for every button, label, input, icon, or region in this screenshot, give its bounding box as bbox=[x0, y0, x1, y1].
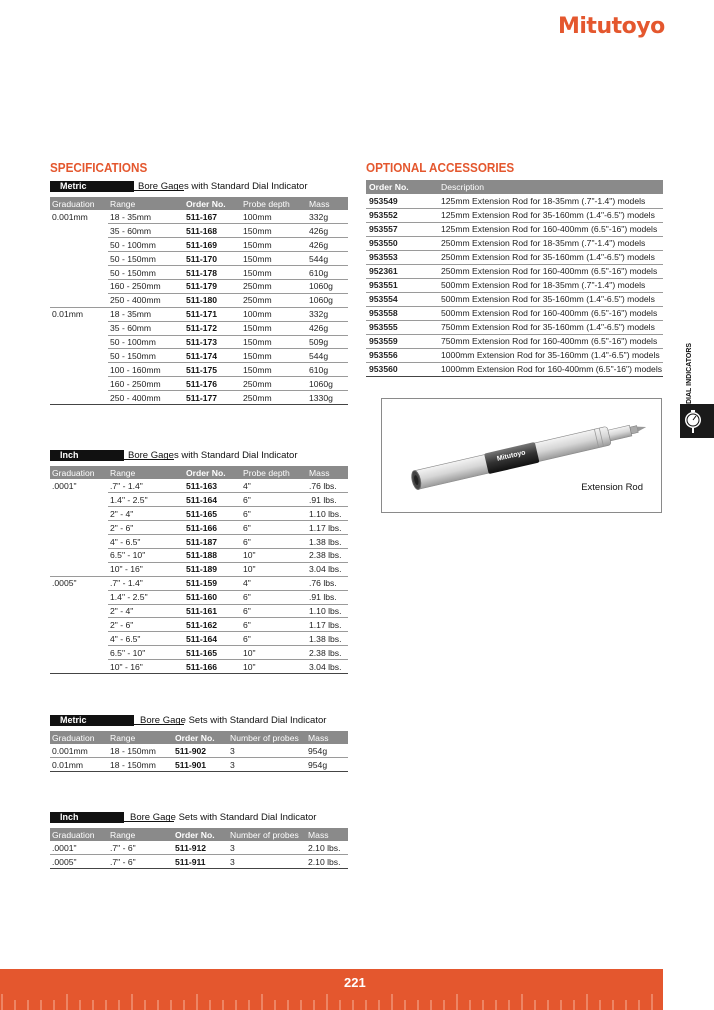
table-cell: 511-177 bbox=[184, 391, 241, 405]
table-cell bbox=[50, 321, 108, 335]
table-row bbox=[50, 604, 348, 618]
description-cell: 125mm Extension Rod for 160-400mm (6.5"-16") models bbox=[438, 222, 663, 236]
table-cell: 10" - 16" bbox=[108, 562, 184, 576]
table-cell: 0.01mm bbox=[50, 758, 108, 772]
order-number-cell: 953559 bbox=[366, 334, 438, 348]
table-cell bbox=[50, 646, 108, 660]
table-row bbox=[50, 576, 348, 590]
page-footer bbox=[0, 969, 663, 1010]
table-cell: 511-911 bbox=[173, 855, 228, 869]
metric-gage-sets-section bbox=[50, 715, 348, 772]
table-cell bbox=[50, 363, 108, 377]
table-cell bbox=[50, 252, 108, 266]
table-cell: 10" bbox=[241, 646, 307, 660]
table-cell: 3 bbox=[228, 855, 306, 869]
table-cell bbox=[50, 590, 108, 604]
table-cell bbox=[50, 335, 108, 349]
table-row bbox=[50, 293, 348, 307]
table-cell: 511-160 bbox=[184, 590, 241, 604]
table-cell: .76 lbs. bbox=[307, 479, 348, 493]
metric-tag: Metric bbox=[50, 715, 134, 726]
table-cell: 511-165 bbox=[184, 507, 241, 521]
table-cell: 511-172 bbox=[184, 321, 241, 335]
accessory-row bbox=[366, 222, 663, 236]
table-cell: 1.10 lbs. bbox=[307, 604, 348, 618]
table-row bbox=[50, 279, 348, 293]
table-cell: 100mm bbox=[241, 307, 307, 321]
table-cell: 6.5" - 10" bbox=[108, 646, 184, 660]
table-cell: 6" bbox=[241, 590, 307, 604]
table-cell: 2.10 lbs. bbox=[306, 855, 348, 869]
table-cell: 3.04 lbs. bbox=[307, 562, 348, 576]
table-cell: 150mm bbox=[241, 238, 307, 252]
table-cell: 511-178 bbox=[184, 266, 241, 280]
table-cell: .0001" bbox=[52, 480, 77, 491]
description-cell: 500mm Extension Rod for 18-35mm (.7"-1.4") models bbox=[438, 278, 663, 292]
table-cell: 511-167 bbox=[184, 210, 241, 224]
inch-bore-gages-table bbox=[50, 466, 348, 674]
column-header: Order No. bbox=[366, 180, 438, 194]
table-cell: 3.04 lbs. bbox=[307, 660, 348, 674]
column-header: Order No. bbox=[184, 197, 241, 210]
table-row bbox=[50, 307, 348, 321]
rod-brand-label: Mitutoyo bbox=[496, 449, 527, 463]
table-cell: 511-164 bbox=[184, 493, 241, 507]
column-header: Order No. bbox=[173, 731, 228, 744]
photo-caption: Extension Rod bbox=[581, 482, 643, 493]
order-number-cell: 953557 bbox=[366, 222, 438, 236]
metric-bore-gages-table bbox=[50, 197, 348, 405]
accessories-heading: OPTIONAL ACCESSORIES bbox=[366, 160, 515, 175]
table-cell: 150mm bbox=[241, 266, 307, 280]
description-cell: 500mm Extension Rod for 35-160mm (1.4"-6.5") models bbox=[438, 292, 663, 306]
table-cell: 544g bbox=[307, 252, 348, 266]
extension-rod-photo-panel bbox=[381, 398, 662, 513]
table-cell: .0005" bbox=[50, 855, 108, 869]
inch-gage-sets-section bbox=[50, 812, 348, 869]
table-row bbox=[50, 210, 348, 224]
table-row bbox=[50, 335, 348, 349]
table-cell bbox=[50, 562, 108, 576]
table-cell: 511-912 bbox=[173, 841, 228, 855]
table-cell: 1.38 lbs. bbox=[307, 632, 348, 646]
table-cell: 50 - 100mm bbox=[108, 238, 184, 252]
table-cell: 18 - 150mm bbox=[108, 758, 173, 772]
table-cell: 1.4" - 2.5" bbox=[108, 493, 184, 507]
table-row bbox=[50, 855, 348, 869]
table-row bbox=[50, 646, 348, 660]
table-cell: .0005" bbox=[50, 576, 108, 590]
table-cell: 511-187 bbox=[184, 535, 241, 549]
table-cell bbox=[50, 507, 108, 521]
table-cell: .7" - 6" bbox=[108, 855, 173, 869]
table-cell: 511-902 bbox=[173, 744, 228, 758]
description-cell: 250mm Extension Rod for 18-35mm (.7"-1.4") models bbox=[438, 236, 663, 250]
table-row bbox=[50, 535, 348, 549]
column-header: Probe depth bbox=[241, 197, 307, 210]
table-cell: 6" bbox=[241, 535, 307, 549]
table-cell bbox=[50, 293, 108, 307]
accessory-row bbox=[366, 292, 663, 306]
table-cell: 1.17 lbs. bbox=[307, 521, 348, 535]
table-cell: 511-174 bbox=[184, 349, 241, 363]
table-cell: 3 bbox=[228, 841, 306, 855]
table-cell: 100mm bbox=[241, 210, 307, 224]
dial-indicator-section-icon bbox=[680, 404, 714, 438]
table-cell bbox=[50, 266, 108, 280]
table-cell: 6" bbox=[241, 521, 307, 535]
table-cell: 610g bbox=[307, 266, 348, 280]
column-header: Graduation bbox=[50, 466, 108, 479]
column-header: Graduation bbox=[50, 828, 108, 841]
specifications-heading: SPECIFICATIONS bbox=[50, 160, 148, 175]
table-cell: 2" - 6" bbox=[108, 521, 184, 535]
table-cell: 1330g bbox=[307, 391, 348, 405]
column-header: Description bbox=[438, 180, 663, 194]
order-number-cell: 953549 bbox=[366, 194, 438, 208]
table-cell: 3 bbox=[228, 744, 306, 758]
table-row bbox=[50, 479, 348, 493]
table-cell: 511-179 bbox=[184, 279, 241, 293]
table-cell: 6" bbox=[241, 604, 307, 618]
table-cell: 250 - 400mm bbox=[108, 293, 184, 307]
table-row bbox=[50, 252, 348, 266]
table-cell: 511-901 bbox=[173, 758, 228, 772]
section-title: Bore Gage Sets with Standard Dial Indicator bbox=[140, 715, 327, 726]
table-cell: 511-189 bbox=[184, 562, 241, 576]
table-cell: 100 - 160mm bbox=[108, 363, 184, 377]
table-cell: 10" - 16" bbox=[108, 660, 184, 674]
table-cell: 160 - 250mm bbox=[108, 377, 184, 391]
table-cell: .7" - 1.4" bbox=[108, 479, 184, 493]
table-cell: 511-166 bbox=[184, 660, 241, 674]
table-cell: 35 - 60mm bbox=[108, 321, 184, 335]
table-cell: 35 - 60mm bbox=[108, 224, 184, 238]
table-row bbox=[50, 548, 348, 562]
table-cell: 511-176 bbox=[184, 377, 241, 391]
dial-indicators-side-tab bbox=[680, 338, 714, 438]
table-cell: 1.10 lbs. bbox=[307, 507, 348, 521]
table-cell: 2" - 6" bbox=[108, 618, 184, 632]
table-cell: 4" bbox=[241, 479, 307, 493]
description-cell: 250mm Extension Rod for 160-400mm (6.5"-16") models bbox=[438, 264, 663, 278]
table-cell: 610g bbox=[307, 363, 348, 377]
column-header: Range bbox=[108, 466, 184, 479]
table-cell: .91 lbs. bbox=[307, 493, 348, 507]
description-cell: 125mm Extension Rod for 18-35mm (.7"-1.4") models bbox=[438, 194, 663, 208]
table-cell: 2.38 lbs. bbox=[307, 548, 348, 562]
table-cell: 511-166 bbox=[184, 521, 241, 535]
table-cell bbox=[50, 632, 108, 646]
column-header: Mass bbox=[307, 197, 348, 210]
order-number-cell: 953554 bbox=[366, 292, 438, 306]
page-number: 221 bbox=[344, 975, 366, 990]
section-title: Bore Gages with Standard Dial Indicator bbox=[128, 450, 298, 461]
table-cell: 150mm bbox=[241, 363, 307, 377]
table-cell: 509g bbox=[307, 335, 348, 349]
description-cell: 750mm Extension Rod for 160-400mm (6.5"-16") models bbox=[438, 334, 663, 348]
column-header: Mass bbox=[306, 828, 348, 841]
extension-rod-image bbox=[382, 399, 663, 514]
table-cell: 511-168 bbox=[184, 224, 241, 238]
table-cell: 426g bbox=[307, 238, 348, 252]
table-row bbox=[50, 744, 348, 758]
table-cell: 332g bbox=[307, 210, 348, 224]
column-header: Order No. bbox=[184, 466, 241, 479]
table-row bbox=[50, 660, 348, 674]
table-cell: 511-163 bbox=[184, 479, 241, 493]
table-cell: 1060g bbox=[307, 279, 348, 293]
table-cell: 511-170 bbox=[184, 252, 241, 266]
metric-gage-sets-table bbox=[50, 731, 348, 772]
column-header: Probe depth bbox=[241, 466, 307, 479]
table-cell: 250mm bbox=[241, 377, 307, 391]
table-row bbox=[50, 493, 348, 507]
table-cell bbox=[50, 224, 108, 238]
order-number-cell: 953553 bbox=[366, 250, 438, 264]
description-cell: 1000mm Extension Rod for 160-400mm (6.5"-16") models bbox=[438, 362, 663, 376]
table-cell: 511-188 bbox=[184, 548, 241, 562]
table-cell: 2.10 lbs. bbox=[306, 841, 348, 855]
table-cell: 1060g bbox=[307, 377, 348, 391]
accessory-row bbox=[366, 194, 663, 208]
table-row bbox=[50, 391, 348, 405]
column-header: Range bbox=[108, 828, 173, 841]
table-cell: 332g bbox=[307, 307, 348, 321]
table-row bbox=[50, 507, 348, 521]
table-cell: 511-162 bbox=[184, 618, 241, 632]
table-row bbox=[50, 562, 348, 576]
table-cell: 3 bbox=[228, 758, 306, 772]
table-cell: 10" bbox=[241, 660, 307, 674]
footer-ruler bbox=[0, 994, 663, 1010]
table-cell: 18 - 150mm bbox=[108, 744, 173, 758]
order-number-cell: 953555 bbox=[366, 320, 438, 334]
accessory-row bbox=[366, 320, 663, 334]
table-row bbox=[50, 224, 348, 238]
inch-bore-gages-section bbox=[50, 450, 348, 674]
table-cell: 511-175 bbox=[184, 363, 241, 377]
order-number-cell: 953552 bbox=[366, 208, 438, 222]
table-cell: .7" - 1.4" bbox=[108, 576, 184, 590]
table-cell: 954g bbox=[306, 744, 348, 758]
table-cell bbox=[50, 349, 108, 363]
side-tab-label: DIAL INDICATORS bbox=[686, 342, 693, 404]
table-cell: 1.38 lbs. bbox=[307, 535, 348, 549]
inch-tag: Inch bbox=[50, 450, 124, 461]
table-cell: 1060g bbox=[307, 293, 348, 307]
column-header: Range bbox=[108, 731, 173, 744]
table-row bbox=[50, 590, 348, 604]
description-cell: 125mm Extension Rod for 35-160mm (1.4"-6.5") models bbox=[438, 208, 663, 222]
table-cell: 150mm bbox=[241, 349, 307, 363]
table-cell bbox=[50, 493, 108, 507]
table-cell bbox=[50, 279, 108, 293]
table-cell: 250mm bbox=[241, 293, 307, 307]
table-row bbox=[50, 758, 348, 772]
table-cell: 0.01mm bbox=[50, 307, 108, 321]
accessory-row bbox=[366, 250, 663, 264]
table-cell: 511-164 bbox=[184, 632, 241, 646]
table-row bbox=[50, 266, 348, 280]
description-cell: 250mm Extension Rod for 35-160mm (1.4"-6.5") models bbox=[438, 250, 663, 264]
inch-gage-sets-table bbox=[50, 828, 348, 869]
table-cell: 250mm bbox=[241, 391, 307, 405]
table-cell: 6" bbox=[241, 618, 307, 632]
column-header: Graduation bbox=[50, 197, 108, 210]
table-cell: 18 - 35mm bbox=[108, 307, 184, 321]
order-number-cell: 953550 bbox=[366, 236, 438, 250]
table-cell bbox=[50, 521, 108, 535]
table-cell: 10" bbox=[241, 562, 307, 576]
column-header: Range bbox=[108, 197, 184, 210]
table-row bbox=[50, 618, 348, 632]
order-number-cell: 953560 bbox=[366, 362, 438, 376]
table-cell: 150mm bbox=[241, 335, 307, 349]
column-header: Number of probes bbox=[228, 828, 306, 841]
table-cell: 4" - 6.5" bbox=[108, 535, 184, 549]
table-cell: .0001" bbox=[52, 842, 77, 853]
table-cell: 150mm bbox=[241, 321, 307, 335]
table-cell bbox=[50, 238, 108, 252]
table-cell: 2" - 4" bbox=[108, 604, 184, 618]
table-cell: 511-165 bbox=[184, 646, 241, 660]
accessory-row bbox=[366, 236, 663, 250]
table-cell: 250 - 400mm bbox=[108, 391, 184, 405]
metric-tag: Metric bbox=[50, 181, 134, 192]
table-cell bbox=[50, 604, 108, 618]
table-cell bbox=[50, 660, 108, 674]
table-cell: 1.4" - 2.5" bbox=[108, 590, 184, 604]
table-cell: 250mm bbox=[241, 279, 307, 293]
table-row bbox=[50, 363, 348, 377]
description-cell: 1000mm Extension Rod for 35-160mm (1.4"-6.5") models bbox=[438, 348, 663, 362]
table-cell: 0.001mm bbox=[52, 211, 88, 222]
inch-tag: Inch bbox=[50, 812, 124, 823]
table-cell: 511-161 bbox=[184, 604, 241, 618]
section-title: Bore Gage Sets with Standard Dial Indicator bbox=[130, 812, 317, 823]
table-cell: 511-169 bbox=[184, 238, 241, 252]
table-cell: 1.17 lbs. bbox=[307, 618, 348, 632]
column-header: Graduation bbox=[50, 731, 108, 744]
table-cell bbox=[50, 618, 108, 632]
section-title: Bore Gages with Standard Dial Indicator bbox=[138, 181, 308, 192]
accessory-row bbox=[366, 306, 663, 320]
accessory-row bbox=[366, 362, 663, 376]
table-cell: 2.38 lbs. bbox=[307, 646, 348, 660]
table-cell: .91 lbs. bbox=[307, 590, 348, 604]
table-cell bbox=[50, 548, 108, 562]
table-cell: 150mm bbox=[241, 252, 307, 266]
description-cell: 500mm Extension Rod for 160-400mm (6.5"-16") models bbox=[438, 306, 663, 320]
accessory-row bbox=[366, 334, 663, 348]
table-cell: 150mm bbox=[241, 224, 307, 238]
table-cell: 50 - 100mm bbox=[108, 335, 184, 349]
table-cell bbox=[50, 535, 108, 549]
table-cell: 6.5" - 10" bbox=[108, 548, 184, 562]
table-cell: 511-173 bbox=[184, 335, 241, 349]
table-cell: .7" - 6" bbox=[108, 841, 173, 855]
table-row bbox=[50, 349, 348, 363]
table-row bbox=[50, 377, 348, 391]
table-row bbox=[50, 238, 348, 252]
column-header: Mass bbox=[307, 466, 348, 479]
table-cell: 50 - 150mm bbox=[108, 349, 184, 363]
table-cell: 10" bbox=[241, 548, 307, 562]
metric-bore-gages-section bbox=[50, 181, 348, 405]
table-cell: 2" - 4" bbox=[108, 507, 184, 521]
table-cell: 954g bbox=[306, 758, 348, 772]
accessories-table-wrap bbox=[366, 180, 663, 377]
table-row bbox=[50, 521, 348, 535]
description-cell: 750mm Extension Rod for 35-160mm (1.4"-6.5") models bbox=[438, 320, 663, 334]
table-cell: 426g bbox=[307, 321, 348, 335]
accessory-row bbox=[366, 348, 663, 362]
table-cell: 511-171 bbox=[184, 307, 241, 321]
table-cell: 4" bbox=[241, 576, 307, 590]
accessory-row bbox=[366, 208, 663, 222]
table-cell: .76 lbs. bbox=[307, 576, 348, 590]
table-cell: 426g bbox=[307, 224, 348, 238]
table-cell: 6" bbox=[241, 507, 307, 521]
table-row bbox=[50, 321, 348, 335]
accessory-row bbox=[366, 264, 663, 278]
table-cell: 160 - 250mm bbox=[108, 279, 184, 293]
table-cell: 511-180 bbox=[184, 293, 241, 307]
order-number-cell: 953551 bbox=[366, 278, 438, 292]
table-row bbox=[50, 632, 348, 646]
table-row bbox=[50, 841, 348, 855]
table-cell: 50 - 150mm bbox=[108, 252, 184, 266]
mitutoyo-logo: Mitutoyo bbox=[558, 14, 665, 39]
column-header: Mass bbox=[306, 731, 348, 744]
order-number-cell: 953556 bbox=[366, 348, 438, 362]
table-cell: 511-159 bbox=[184, 576, 241, 590]
column-header: Number of probes bbox=[228, 731, 306, 744]
accessories-table bbox=[366, 180, 663, 377]
order-number-cell: 953558 bbox=[366, 306, 438, 320]
table-cell: 0.001mm bbox=[52, 745, 88, 756]
table-cell: 6" bbox=[241, 493, 307, 507]
column-header: Order No. bbox=[173, 828, 228, 841]
table-cell: 18 - 35mm bbox=[108, 210, 184, 224]
order-number-cell: 952361 bbox=[366, 264, 438, 278]
table-cell bbox=[50, 391, 108, 405]
accessory-row bbox=[366, 278, 663, 292]
table-cell: 6" bbox=[241, 632, 307, 646]
table-cell: 50 - 150mm bbox=[108, 266, 184, 280]
table-cell bbox=[50, 377, 108, 391]
table-cell: 4" - 6.5" bbox=[108, 632, 184, 646]
table-cell: 544g bbox=[307, 349, 348, 363]
